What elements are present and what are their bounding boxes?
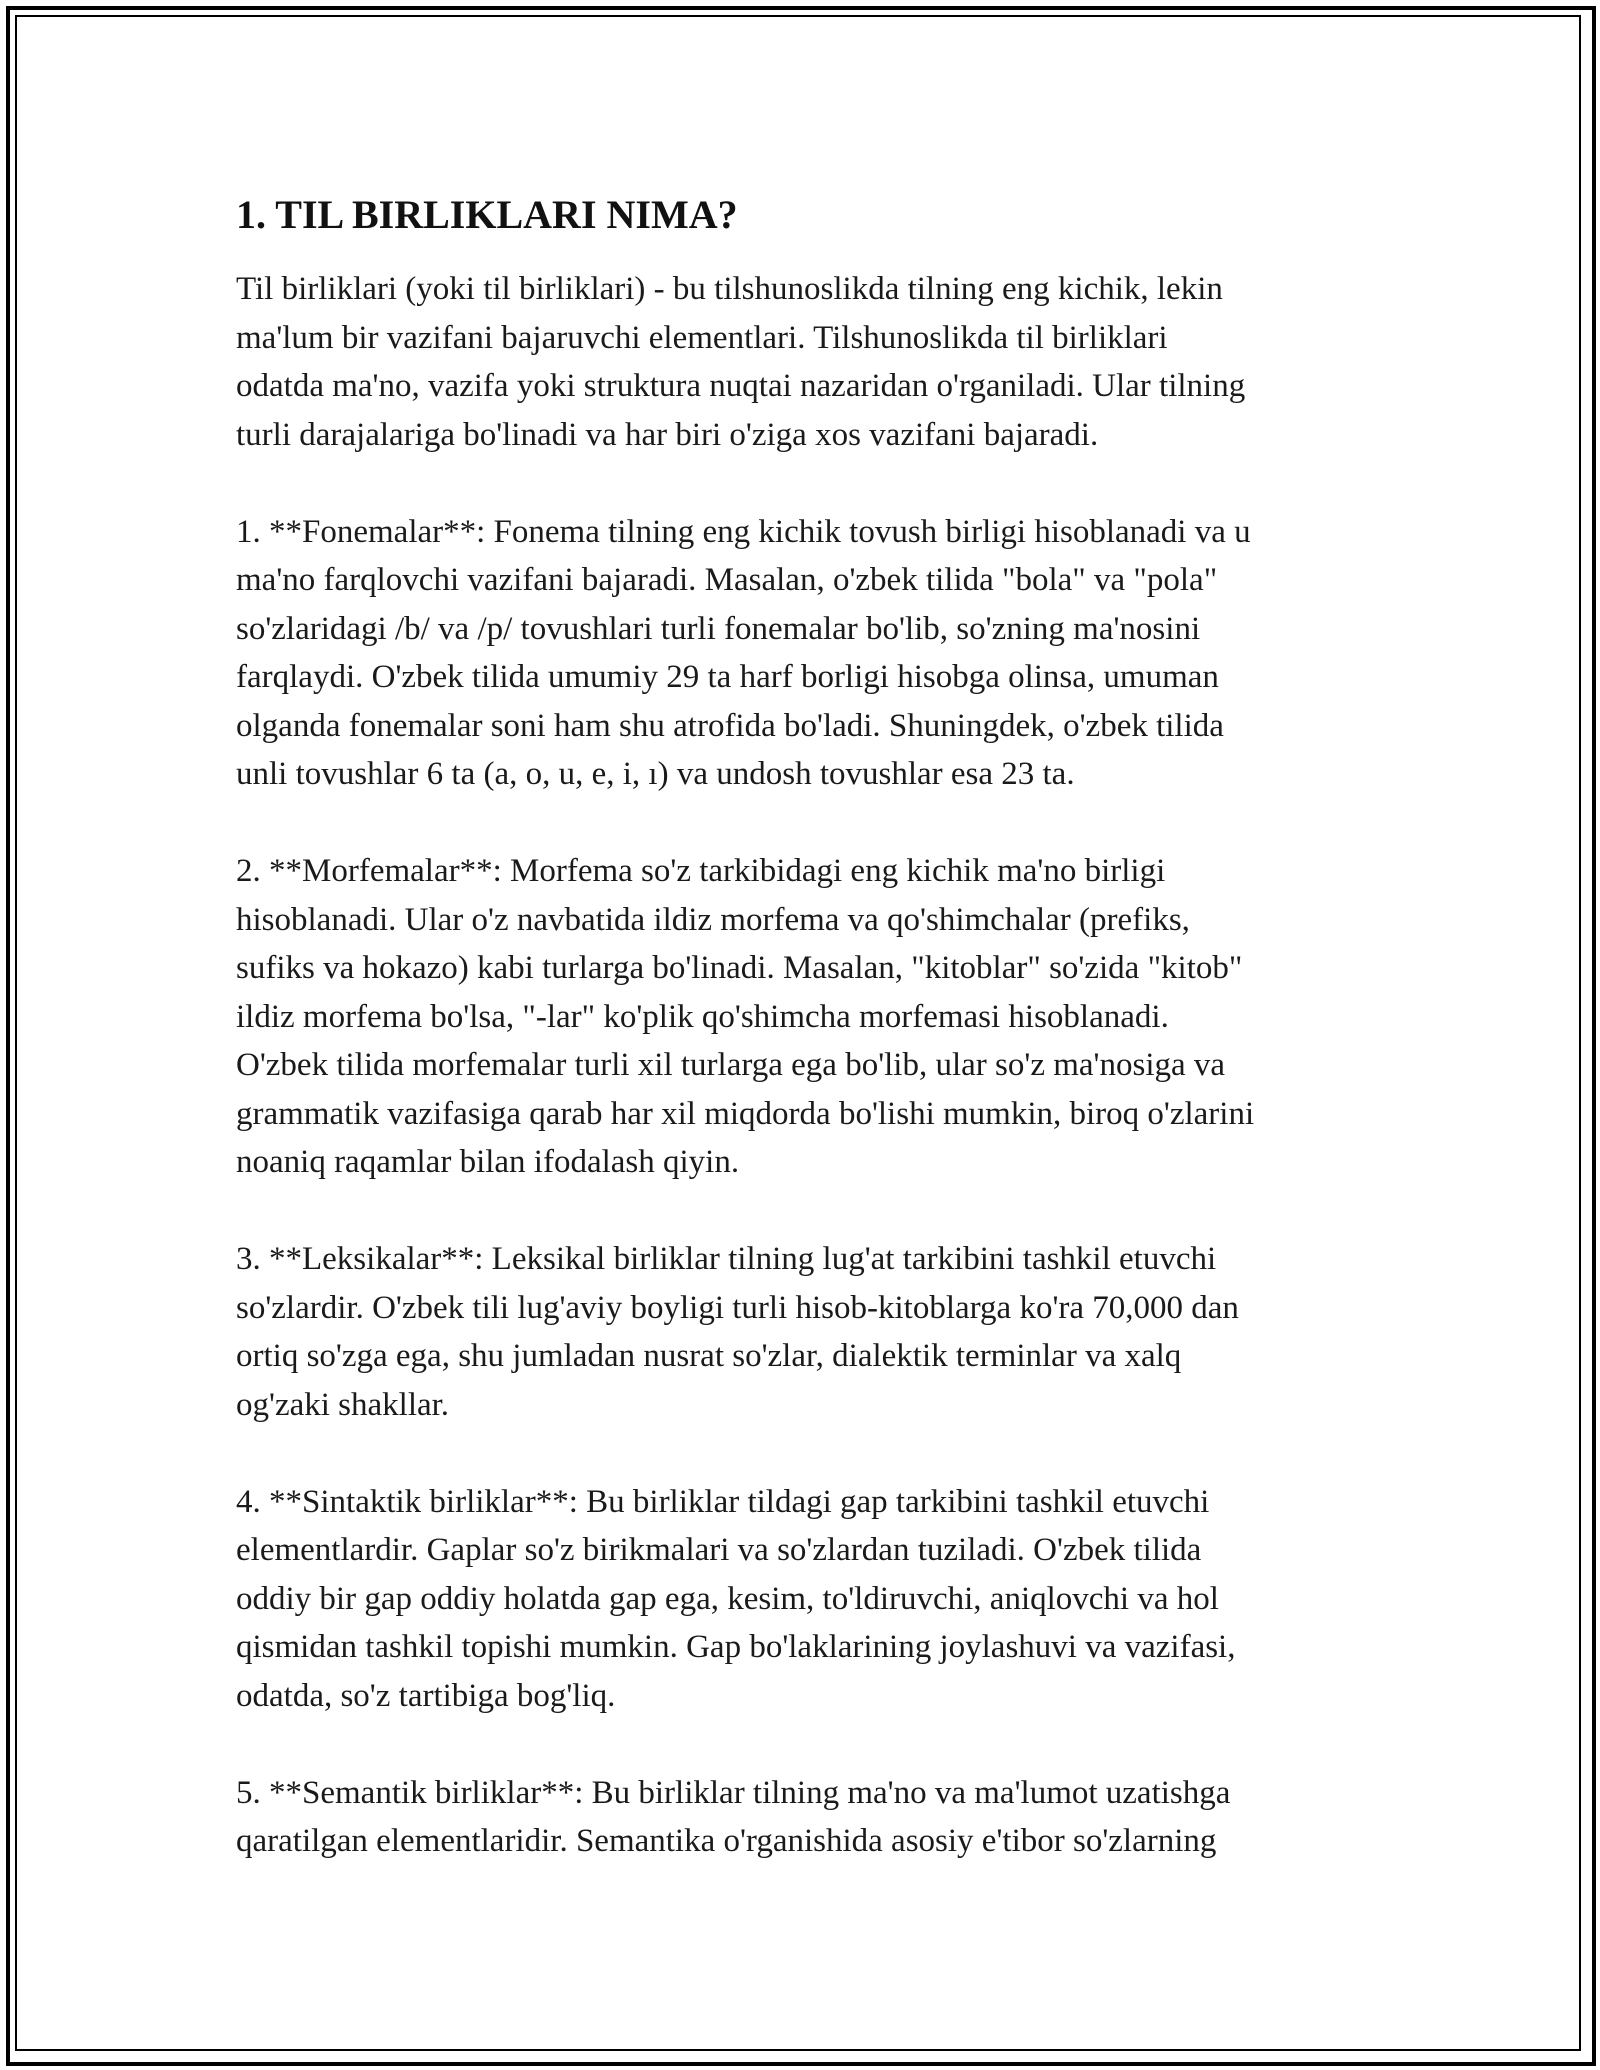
text-line: hisoblanadi. Ular o'z navbatida ildiz morfema va qo'shimchalar (prefiks, [236, 901, 1190, 938]
document-body [236, 185, 1386, 1914]
text-line: so'zlardir. O'zbek tili lug'aviy boyligi turli hisob-kitoblarga ko'ra 70,000 dan [236, 1289, 1239, 1326]
text-line: 3. **Leksikalar**: Leksikal birliklar tilning lug'at tarkibini tashkil etuvchi [236, 1241, 1217, 1277]
paragraph-morfemalar [236, 847, 1386, 1187]
text-line: og'zaki shakllar. [236, 1386, 450, 1423]
text-line: farqlaydi. O'zbek tilida umumiy 29 ta harf borligi hisobga olinsa, umuman [236, 659, 1219, 695]
text-line: ortiq so'zga ega, shu jumladan nusrat so'zlar, dialektik terminlar va xalq [236, 1338, 1182, 1374]
text-line: odatda, so'z tartibiga bog'liq. [236, 1677, 616, 1714]
text-line: ma'lum bir vazifani bajaruvchi elementlari. Tilshunoslikda til birliklari [236, 319, 1168, 356]
text-line: oddiy bir gap oddiy holatda gap ega, kesim, to'ldiruvchi, aniqlovchi va hol [236, 1580, 1219, 1617]
text-line: Til birliklari (yoki til birliklari) - bu tilshunoslikda tilning eng kichik, lekin [236, 271, 1223, 307]
paragraph-intro [236, 265, 1386, 459]
text-line: unli tovushlar 6 ta (a, o, u, e, i, ı) va undosh tovushlar esa 23 ta. [236, 756, 1075, 792]
text-line: grammatik vazifasiga qarab har xil miqdorda bo'lishi mumkin, biroq o'zlarini [236, 1095, 1255, 1132]
text-line: noaniq raqamlar bilan ifodalash qiyin. [236, 1144, 740, 1180]
text-line: sufiks va hokazo) kabi turlarga bo'linadi. Masalan, "kitoblar" so'zida "kitob" [236, 950, 1243, 986]
text-line: so'zlaridagi /b/ va /p/ tovushlari turli fonemalar bo'lib, so'zning ma'nosini [236, 610, 1201, 647]
text-line: 5. **Semantik birliklar**: Bu birliklar tilning ma'no va ma'lumot uzatishga [236, 1774, 1231, 1811]
text-line: qaratilgan elementlaridir. Semantika o'rganishida asosiy e'tibor so'zlarning [236, 1823, 1217, 1859]
text-line: 1. **Fonemalar**: Fonema tilning eng kichik tovush birligi hisoblanadi va u [236, 513, 1251, 550]
text-line: qismidan tashkil topishi mumkin. Gap bo'laklarining joylashuvi va vazifasi, [236, 1629, 1236, 1665]
paragraph-leksikalar [236, 1235, 1386, 1429]
paragraph-semantik [236, 1769, 1386, 1866]
text-line: O'zbek tilida morfemalar turli xil turlarga ega bo'lib, ular so'z ma'nosiga va [236, 1047, 1226, 1083]
text-line: 4. **Sintaktik birliklar**: Bu birliklar tildagi gap tarkibini tashkil etuvchi [236, 1483, 1210, 1520]
text-line: olganda fonemalar soni ham shu atrofida bo'ladi. Shuningdek, o'zbek tilida [236, 707, 1224, 744]
document-title: 1. TIL BIRLIKLARI NIMA? [236, 192, 738, 237]
paragraph-fonemalar [236, 508, 1386, 799]
text-line: odatda ma'no, vazifa yoki struktura nuqtai nazaridan o'rganiladi. Ular tilning [236, 368, 1246, 404]
text-line: turli darajalariga bo'linadi va har biri o'ziga xos vazifani bajaradi. [236, 416, 1099, 453]
paragraph-sintaktik [236, 1478, 1386, 1721]
text-line: elementlardir. Gaplar so'z birikmalari va so'zlardan tuziladi. O'zbek tilida [236, 1532, 1202, 1568]
text-line: 2. **Morfemalar**: Morfema so'z tarkibidagi eng kichik ma'no birligi [236, 853, 1166, 889]
text-line: ma'no farqlovchi vazifani bajaradi. Masalan, o'zbek tilida "bola" va "pola" [236, 562, 1218, 598]
text-line: ildiz morfema bo'lsa, "-lar" ko'plik qo'shimcha morfemasi hisoblanadi. [236, 998, 1169, 1035]
